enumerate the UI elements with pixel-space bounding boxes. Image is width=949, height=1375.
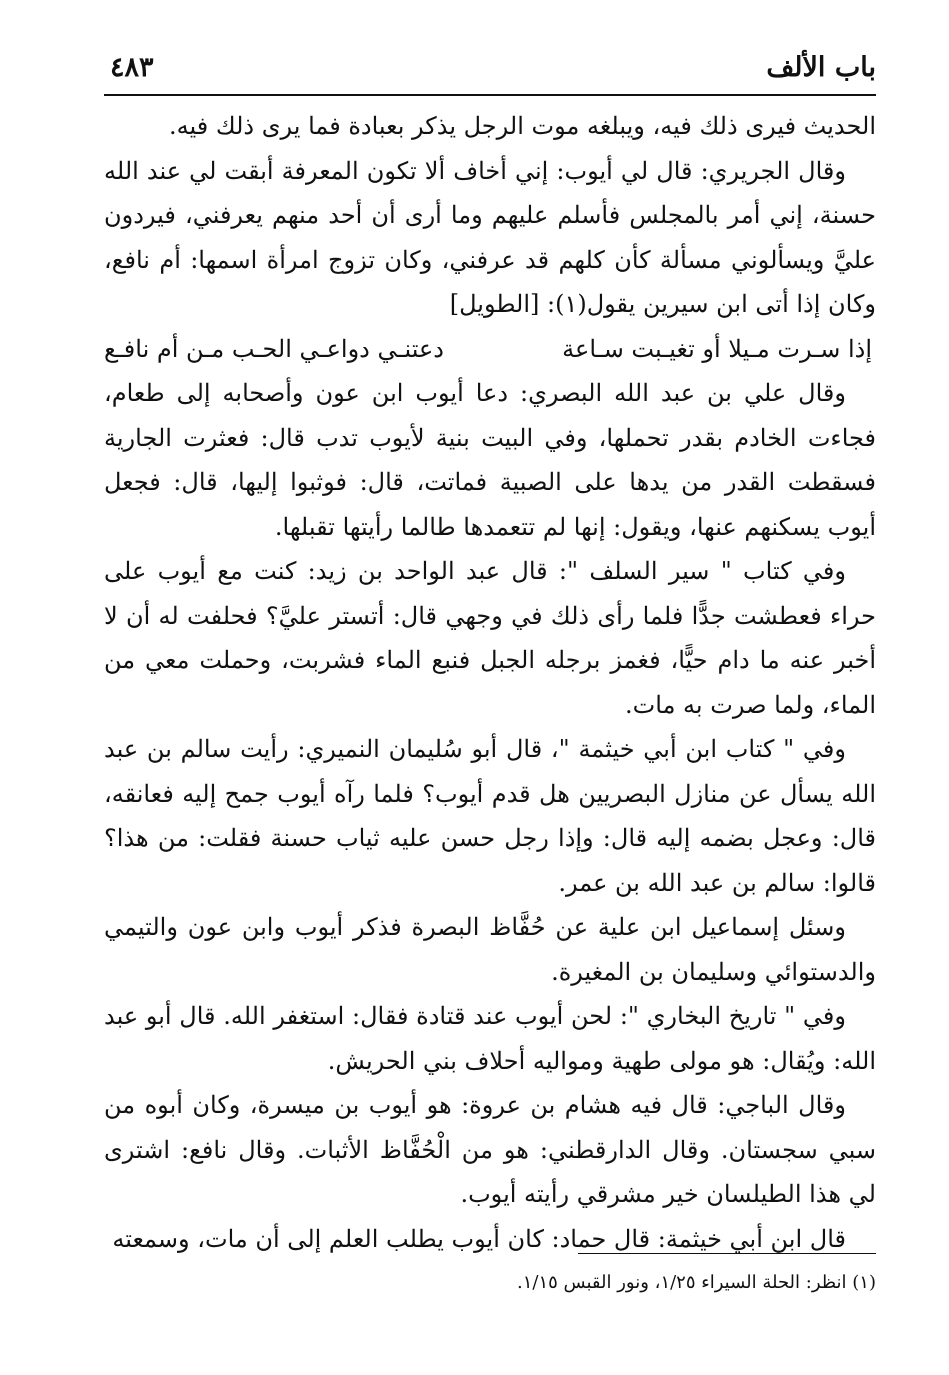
running-header	[104, 48, 876, 94]
header-divider	[104, 94, 876, 96]
paragraph: قال ابن أبي خيثمة: قال حماد: كان أيوب يطلب العلم إلى أن مات، وسمعته	[112, 1224, 846, 1253]
paragraph: وسئل إسماعيل ابن علية عن حُفَّاظ البصرة فذكر أيوب وابن عون والتيمي والدستوائي وسليمان بن المغيرة.	[104, 913, 876, 986]
paragraph: وقال الجريري: قال لي أيوب: إني أخاف ألا تكون المعرفة أبقت لي عند الله حسنة، إني أمر بالمجلس فأسلم عليهم وما أرى أن أحد منهم يعرفني، فيردون عليَّ ويسألوني مسألة كأن كلهم قد عرفني، وكان تزوج امرأة اسمها: أم نافع، وكان إذا أتى ابن سيرين يقول(١): [الطويل]	[104, 156, 876, 318]
paragraph: وفي " تاريخ البخاري ": لحن أيوب عند قتادة فقال: استغفر الله. قال أبو عبد الله: ويُقال: هو مولى طهية ومواليه أحلاف بني الحريش.	[104, 1002, 876, 1075]
verse-first-hemistich: إذا سـرت مـيلا أو تغيـبت سـاعة	[562, 334, 872, 363]
paragraph: الحديث فيرى ذلك فيه، ويبلغه موت الرجل يذكر بعبادة فما يرى ذلك فيه.	[169, 112, 876, 140]
footnote: (١) انظر: الحلة السيراء ١/٢٥، ونور القبس ١/١٥.	[516, 1272, 876, 1293]
poetry-verse	[104, 327, 876, 372]
paragraph: وقال علي بن عبد الله البصري: دعا أيوب ابن عون وأصحابه إلى طعام، فجاءت الخادم بقدر تحملها، وفي البيت بنية لأيوب تدب قال: فعثرت الجارية فسقطت القدر من يدها على الصبية فماتت، قال: فوثبوا إليها، قال: فجعل أيوب يسكنهم عنها، ويقول: إنها لم تتعمدها طالما رأيتها تقبلها.	[104, 379, 876, 541]
footnote-divider	[578, 1253, 876, 1254]
verse-second-hemistich: دعتنـي دواعـي الحـب مـن أم نافـع	[104, 334, 444, 363]
paragraph: وفي كتاب " سير السلف ": قال عبد الواحد بن زيد: كنت مع أيوب على حراء فعطشت جدًّا فلما رأى ذلك في وجهي قال: أتستر عليَّ؟ فحلفت له أن لا أخبر عنه ما دام حيًّا، فغمز برجله الجبل فنبع الماء فشربت، وحملت معي من الماء، ولما صرت به مات.	[104, 557, 876, 719]
paragraph: وقال الباجي: قال فيه هشام بن عروة: هو أيوب بن ميسرة، وكان أبوه من سبي سجستان. وقال الدارقطني: هو من الْحُفَّاظ الأثبات. وقال نافع: اشترى لي هذا الطيلسان خير مشرقي رأيته أيوب.	[104, 1091, 876, 1208]
main-text	[104, 104, 876, 1261]
page-number: ٤٨٣	[110, 52, 154, 83]
chapter-title: باب الألف	[766, 52, 876, 83]
paragraph: وفي " كتاب ابن أبي خيثمة "، قال أبو سُليمان النميري: رأيت سالم بن عبد الله يسأل عن منازل البصريين هل قدم أيوب؟ فلما رآه أيوب جمح إليه فعانقه، قال: وعجل بضمه إليه قال: وإذا رجل حسن عليه ثياب حسنة فقلت: من هذا؟ قالوا: سالم بن عبد الله بن عمر.	[104, 735, 876, 897]
